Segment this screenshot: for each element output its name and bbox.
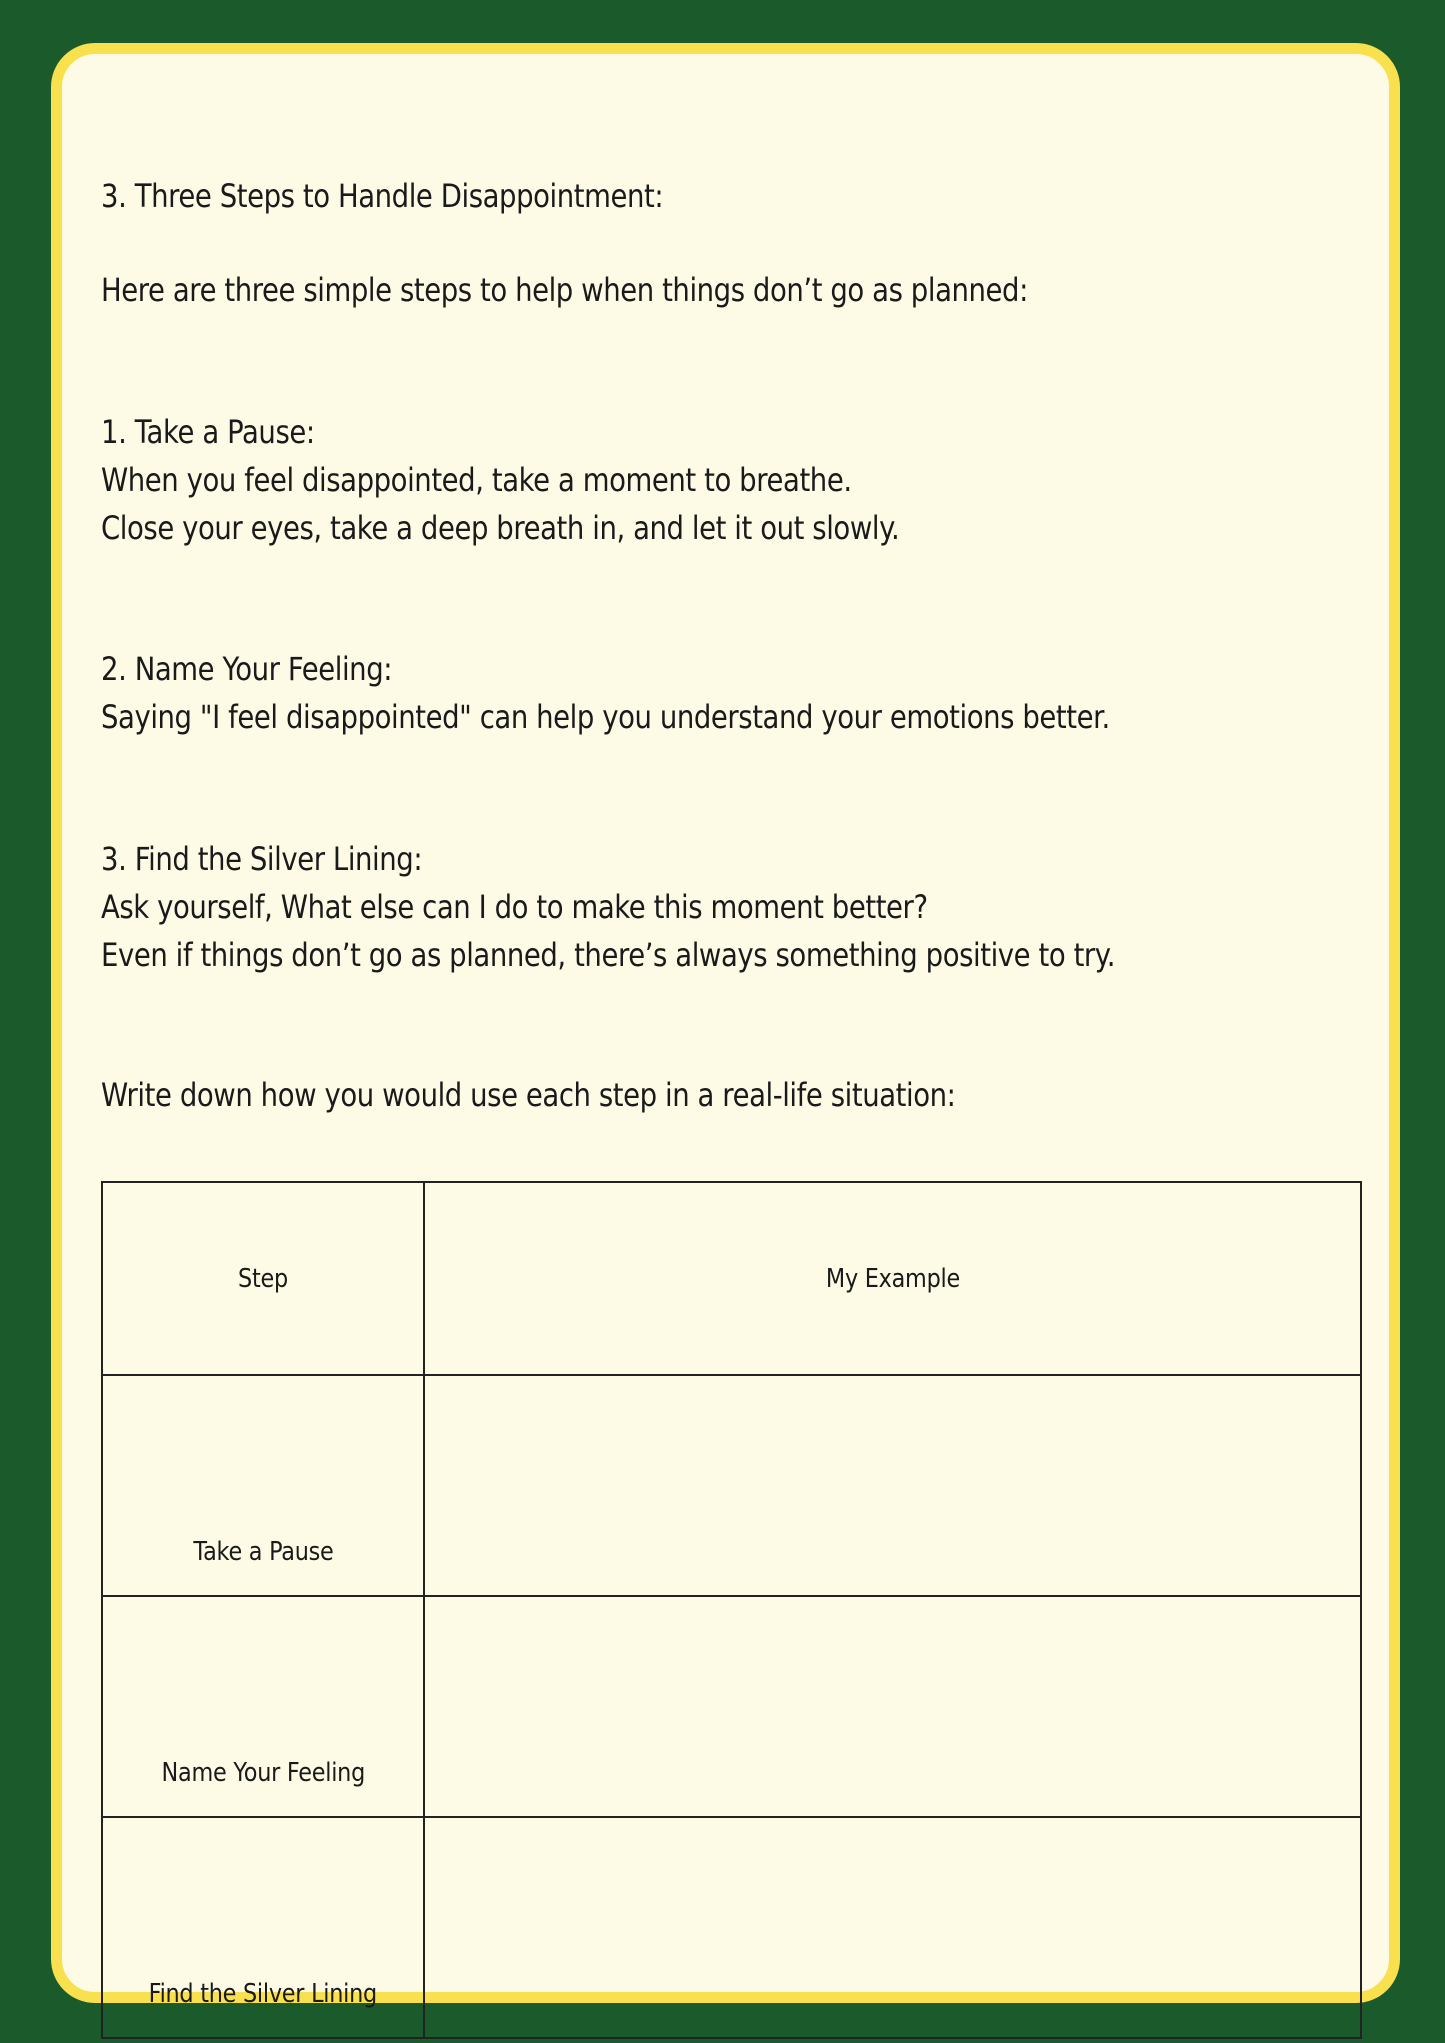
step-2 bbox=[101, 645, 1110, 741]
writing-prompt: Write down how you would use each step in a real-life situation: bbox=[101, 1076, 956, 1114]
step-cell bbox=[102, 1596, 424, 1817]
step-cell-label: Name Your Feeling bbox=[161, 1758, 365, 1788]
table-header-row bbox=[102, 1182, 1361, 1375]
example-cell-take-a-pause[interactable] bbox=[424, 1375, 1361, 1596]
step-cell-label: Find the Silver Lining bbox=[148, 1979, 378, 2009]
step-1-line-2: Close your eyes, take a deep breath in, and let it out slowly. bbox=[101, 509, 900, 547]
step-1 bbox=[101, 408, 899, 552]
step-cell-label: Take a Pause bbox=[192, 1537, 334, 1567]
intro-text: Here are three simple steps to help when things don’t go as planned: bbox=[101, 271, 1028, 309]
step-cell bbox=[102, 1375, 424, 1596]
step-3 bbox=[101, 835, 1115, 979]
step-cell bbox=[102, 1817, 424, 2038]
step-3-line-2: Even if things don’t go as planned, there’s always something positive to try. bbox=[101, 936, 1116, 974]
header-step bbox=[102, 1182, 424, 1375]
example-cell-find-the-silver-lining[interactable] bbox=[424, 1817, 1361, 2038]
table-row bbox=[102, 1817, 1361, 2038]
example-cell-name-your-feeling[interactable] bbox=[424, 1596, 1361, 1817]
step-2-heading: 2. Name Your Feeling: bbox=[101, 650, 393, 688]
header-my-example bbox=[424, 1182, 1361, 1375]
step-3-line-1: Ask yourself, What else can I do to make this moment better? bbox=[101, 888, 928, 926]
step-1-line-1: When you feel disappointed, take a moment to breathe. bbox=[101, 461, 852, 499]
example-table bbox=[101, 1181, 1362, 2039]
step-1-heading: 1. Take a Pause: bbox=[101, 413, 315, 451]
table-row bbox=[102, 1596, 1361, 1817]
header-step-label: Step bbox=[238, 1263, 288, 1294]
section-title: 3. Three Steps to Handle Disappointment: bbox=[101, 177, 664, 215]
table-row bbox=[102, 1375, 1361, 1596]
step-2-line-1: Saying "I feel disappointed" can help you understand your emotions better. bbox=[101, 698, 1110, 736]
header-my-example-label: My Example bbox=[825, 1263, 960, 1294]
step-3-heading: 3. Find the Silver Lining: bbox=[101, 840, 423, 878]
